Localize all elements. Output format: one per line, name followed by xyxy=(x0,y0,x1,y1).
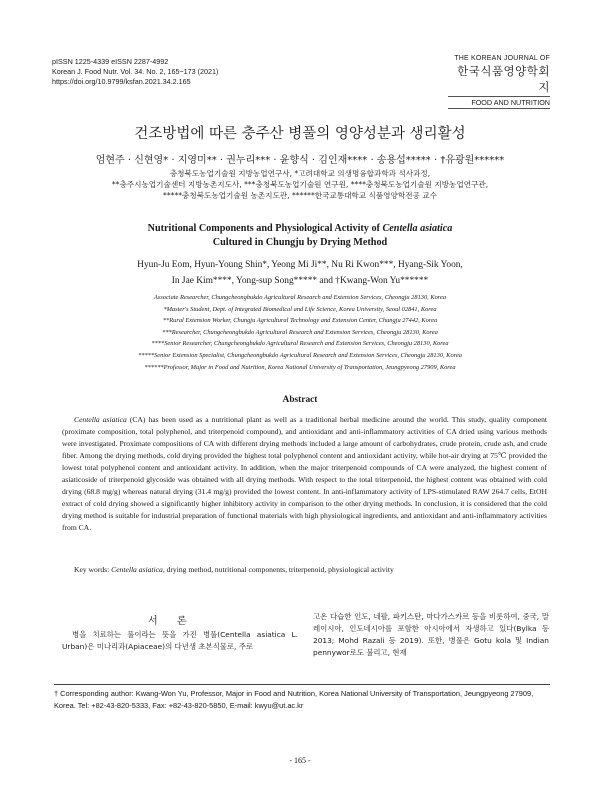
abstract-heading: Abstract xyxy=(282,395,318,405)
section-heading-introduction: 서 론 xyxy=(148,616,195,627)
journal-name-ko: 한국식품영양학회지 xyxy=(457,64,550,94)
keywords-rest: , drying method, nutritional components, triterpenoid, physiological activity xyxy=(162,565,394,574)
affiliation-en-line: *Master's Student, Dept. of Integrated Biomedical and Life Science, Korea University, Seoul 02841, Korea xyxy=(163,305,437,313)
abstract-body xyxy=(62,414,547,534)
title-en-prefix: Nutritional Components and Physiological Activity of xyxy=(147,223,383,234)
footnote-divider xyxy=(54,684,550,685)
keywords-species: Centella asiatica xyxy=(111,565,163,574)
corresponding-author-footnote: † Corresponding author: Kwang-Won Yu, Professor, Major in Food and Nutrition, Korea National University of Transportation, Jeungpyeong 27909, Korea. Tel: +82-43-820-5333, Fax: +82-43-820-5850, E-mail: kwyu@ut.ac.kr xyxy=(54,689,534,710)
authors-en-line1: Hyun-Ju Eom, Hyun-Young Shin*, Yeong Mi Ji**, Nu Ri Kwon***, Hyang-Sik Yoon, xyxy=(137,260,463,270)
affiliation-ko-line: **충주시농업기술센터 지방농촌지도사, ***충청북도농업기술원 연구원, ****충청북도농업기술원 지방농업연구관, xyxy=(111,180,489,189)
intro-right-column: 고온 다습한 인도, 네팔, 파키스탄, 마다가스카르 등을 비롯하여, 중국, 말레이시아, 인도네시아를 포함한 아시아에서 자생하고 있다(Bylka 등 2013; Mohd Razali 등 2019). 또한, 병풀은 Gotu kola 및 Indian pennywor로도 불리고, 현재 xyxy=(313,612,549,657)
journal-name-en-bottom: FOOD AND NUTRITION xyxy=(448,96,550,109)
abstract-text: (CA) has been used as a nutritional plant as well as a traditional herbal medicine around the world. This study, quality component (proximate composition, total polyphenol, and triterpenoid compound), and antioxidant and anti-inflammatory activities of CA dried using various methods were investigated. Proximate compositions of CA with different drying methods included a large amount of carbohydrates, crude protein, crude ash, and crude fiber. Among the drying methods, cold drying provided the highest total polyphenol content and antioxidant activity, while hot-air drying at 75℃ provided the lowest total polyphenol content and antioxidant activity. In addition, when the major triterpenoid compounds of CA were analyzed, the highest content of asiaticoside of triterpenoid glycoside was obtained with all drying methods. With respect to the total triterpenoid, the highest content was obtained with cold drying (68.8 mg/g) whereas natural drying (31.4 mg/g) provided the lowest content. In anti-inflammatory activity of LPS-stimulated RAW 264.7 cells, EtOH extract of cold drying showed a significantly higher inhibitory activity in comparison to the other drying methods. In conclusion, it is considered that the cold drying method is suitable for industrial preparation of functional materials with high physiological ingredients, and antioxidant and anti-inflammatory activities from CA. xyxy=(62,415,547,533)
issn-line: pISSN 1225-4339 eISSN 2287-4992 xyxy=(52,57,169,66)
keywords-label: Key words: xyxy=(74,565,112,574)
journal-logo xyxy=(448,55,550,109)
title-en-line2: Cultured in Chungju by Drying Method xyxy=(212,237,388,248)
page-number: - 165 - xyxy=(289,756,311,765)
title-english xyxy=(0,222,600,250)
affiliation-en-line: Associate Researcher, Chungcheongbukdo Agricultural Research and Extension Services, Cheongju 28130, Korea xyxy=(153,294,447,301)
affiliations-english xyxy=(60,292,540,373)
intro-left-column: 병을 치료하는 풀이라는 뜻을 가진 병풀(Centella asiatica L. Urban)은 미나리과(Apiaceae)의 다년생 초본식물로, 주로 xyxy=(62,630,298,651)
authors-english xyxy=(0,257,600,289)
affiliation-en-line: **Rural Extension Worker, Chungju Agricultural Technology and Extension Center, Chungju 27442, Korea xyxy=(162,317,438,325)
citation-line: Korean J. Food Nutr. Vol. 34. No. 2, 165~173 (2021) xyxy=(52,67,219,76)
title-korean: 건조방법에 따른 충주산 병풀의 영양성분과 생리활성 xyxy=(134,126,466,142)
keywords xyxy=(62,565,547,574)
journal-name-en-top: THE KOREAN JOURNAL OF xyxy=(454,55,550,62)
affiliation-en-line: ******Professor, Major in Food and Nutrition, Korea National University of Transportation, Jeungpyeong 27909, Korea xyxy=(144,363,456,371)
affiliations-korean xyxy=(40,168,560,201)
affiliation-en-line: ***Researcher, Chungcheongbukdo Agricultural Research and Extension Services, Cheongju 28130, Korea xyxy=(162,328,438,336)
affiliation-en-line: *****Senior Extension Specialist, Chungcheongbukdo Agricultural Research and Extension Services, Cheongju 28130, Korea xyxy=(138,351,462,359)
affiliation-ko-line: *****충청북도농업기술원 농촌지도관, ******한국교통대학교 식품영양학전공 교수 xyxy=(163,191,437,200)
authors-korean: 엄현주 · 신현영* · 지영미** · 권누리*** · 윤향식 · 김인재**** · 송용섭***** · †유광원****** xyxy=(95,155,505,166)
doi-link[interactable]: https://doi.org/10.9799/ksfan.2021.34.2.165 xyxy=(52,77,191,86)
authors-en-line2: In Jae Kim****, Yong-sup Song***** and †Kwang-Won Yu****** xyxy=(171,276,429,286)
affiliation-ko-line: 충청북도농업기술원 지방농업연구사, *고려대학교 의생명융합과학과 석사과정, xyxy=(169,169,431,178)
title-en-species: Centella asiatica xyxy=(382,223,453,234)
affiliation-en-line: ****Senior Researcher, Chungcheongbukdo Agricultural Research and Extension Services, Cheongju 28130, Korea xyxy=(151,340,449,348)
abstract-species: Centella asiatica xyxy=(74,415,127,424)
publication-info xyxy=(52,57,218,87)
